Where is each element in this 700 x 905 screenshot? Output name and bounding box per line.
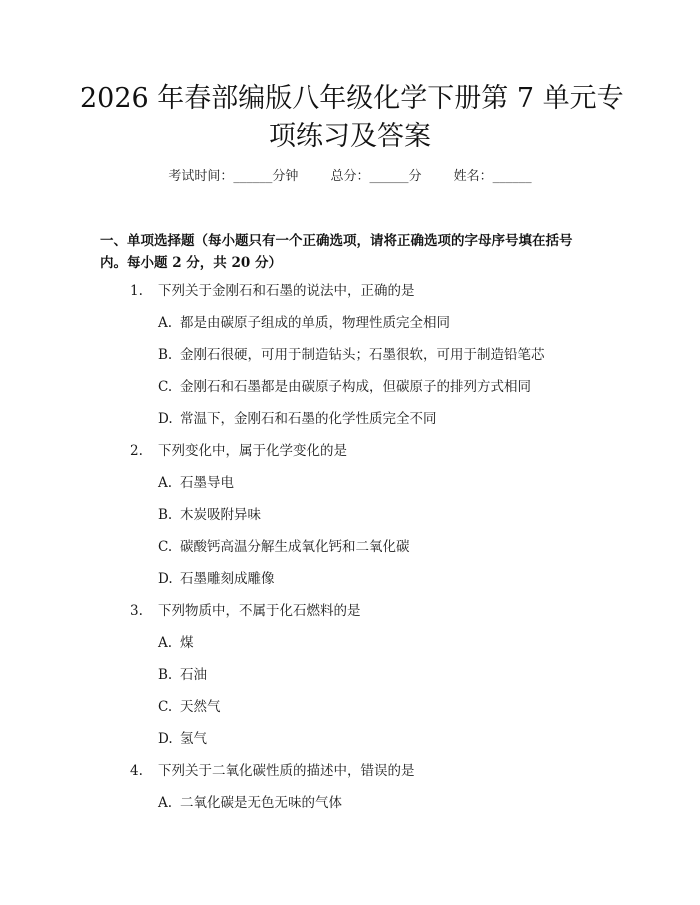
question-text: 下列物质中，不属于化石燃料的是 xyxy=(158,603,361,619)
question-1 xyxy=(130,281,415,301)
question-text: 下列关于二氧化碳性质的描述中，错误的是 xyxy=(158,763,415,779)
question-3 xyxy=(130,601,361,621)
option-text: 石墨导电 xyxy=(180,475,234,491)
option-text: 都是由碳原子组成的单质，物理性质完全相同 xyxy=(180,315,450,331)
option-text: 石油 xyxy=(180,667,207,683)
exam-time-field: 考试时间：______分钟 xyxy=(168,169,299,184)
option-text: 碳酸钙高温分解生成氧化钙和二氧化碳 xyxy=(180,539,410,555)
question-1-option-b xyxy=(158,345,545,365)
option-text: 二氧化碳是无色无味的气体 xyxy=(180,795,342,811)
option-text: 氢气 xyxy=(180,731,207,747)
option-text: 天然气 xyxy=(180,699,221,715)
exam-info xyxy=(0,167,700,187)
question-number: 1. xyxy=(130,283,143,299)
question-3-option-a xyxy=(158,633,194,653)
student-name-field: 姓名：______ xyxy=(453,169,532,184)
option-text: 金刚石和石墨都是由碳原子构成，但碳原子的排列方式相同 xyxy=(180,379,531,395)
option-text: 常温下，金刚石和石墨的化学性质完全不同 xyxy=(180,411,437,427)
question-4 xyxy=(130,761,415,781)
option-letter: B. xyxy=(158,507,173,523)
option-letter: A. xyxy=(158,315,173,331)
question-1-option-a xyxy=(158,313,450,333)
option-letter: D. xyxy=(158,571,173,587)
question-text: 下列变化中，属于化学变化的是 xyxy=(158,443,347,459)
total-score-field: 总分：______分 xyxy=(330,169,422,184)
section-heading-line-1: 一、单项选择题（每小题只有一个正确选项，请将正确选项的字母序号填在括号 xyxy=(100,233,573,249)
question-2-option-c xyxy=(158,537,410,557)
document-title xyxy=(80,80,624,156)
question-1-option-c xyxy=(158,377,531,397)
question-number: 2. xyxy=(130,443,143,459)
question-1-option-d xyxy=(158,409,437,429)
option-letter: B. xyxy=(158,667,173,683)
option-text: 金刚石很硬，可用于制造钻头；石墨很软，可用于制造铅笔芯 xyxy=(180,347,545,363)
question-2-option-b xyxy=(158,505,261,525)
title-line-2: 项练习及答案 xyxy=(269,121,431,152)
question-4-option-a xyxy=(158,793,342,813)
section-heading-line-2: 内。每小题 2 分，共 20 分） xyxy=(100,255,282,271)
option-letter: A. xyxy=(158,635,173,651)
title-line-1: 2026 年春部编版八年级化学下册第 7 单元专 xyxy=(80,83,624,114)
question-3-option-b xyxy=(158,665,207,685)
option-letter: A. xyxy=(158,795,173,811)
option-letter: D. xyxy=(158,731,173,747)
option-letter: C. xyxy=(158,699,173,715)
option-letter: B. xyxy=(158,347,173,363)
question-2 xyxy=(130,441,347,461)
option-letter: D. xyxy=(158,411,173,427)
option-text: 石墨雕刻成雕像 xyxy=(180,571,275,587)
question-2-option-d xyxy=(158,569,275,589)
question-3-option-c xyxy=(158,697,221,717)
question-text: 下列关于金刚石和石墨的说法中，正确的是 xyxy=(158,283,415,299)
option-letter: C. xyxy=(158,379,173,395)
question-number: 3. xyxy=(130,603,143,619)
option-text: 煤 xyxy=(180,635,194,651)
option-letter: C. xyxy=(158,539,173,555)
section-heading xyxy=(100,230,608,274)
option-letter: A. xyxy=(158,475,173,491)
question-3-option-d xyxy=(158,729,207,749)
question-2-option-a xyxy=(158,473,234,493)
option-text: 木炭吸附异味 xyxy=(180,507,261,523)
question-number: 4. xyxy=(130,763,143,779)
